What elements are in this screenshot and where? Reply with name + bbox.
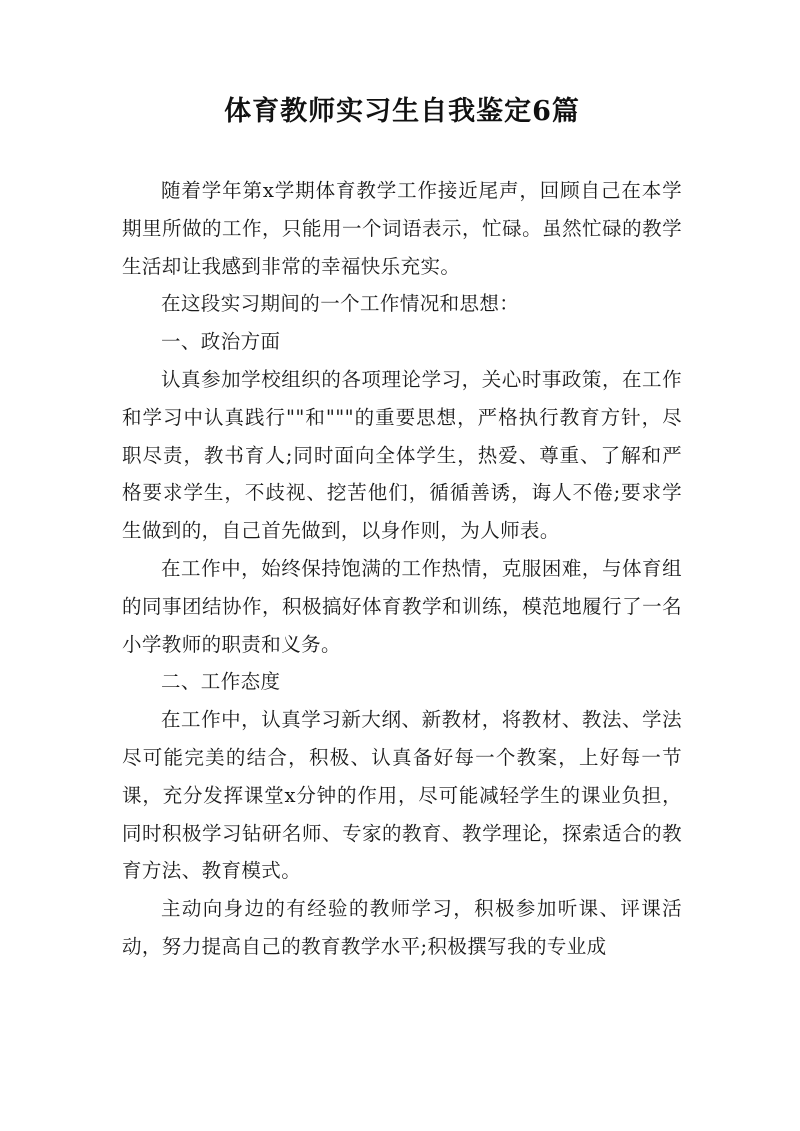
section-heading: 一、政治方面 — [161, 330, 281, 354]
paragraph: 主动向身边的有经验的教师学习，积极参加听课、评课活动，努力提高自己的教育教学水平;积极撰写我的专业成 — [122, 897, 682, 958]
document-title: 体育教师实习生自我鉴定6篇 — [224, 96, 580, 127]
paragraph: 在工作中，始终保持饱满的工作热情，克服困难，与体育组的同事团结协作，积极搞好体育教学和训练，模范地履行了一名小学教师的职责和义务。 — [122, 556, 682, 656]
paragraph: 在工作中，认真学习新大纲、新教材，将教材、教法、学法尽可能完美的结合，积极、认真备好每一个教案，上好每一节课，充分发挥课堂x分钟的作用，尽可能减轻学生的课业负担，同时积极学习钻研名师、专家的教育、教学理论，探索适合的教育方法、教育模式。 — [122, 708, 682, 883]
paragraph: 在这段实习期间的一个工作情况和思想： — [161, 292, 520, 316]
document-body — [122, 172, 682, 966]
section-heading: 二、工作态度 — [161, 670, 281, 694]
paragraph: 随着学年第x学期体育教学工作接近尾声，回顾自己在本学期里所做的工作，只能用一个词语表示，忙碌。虽然忙碌的教学生活却让我感到非常的幸福快乐充实。 — [122, 179, 682, 278]
paragraph: 认真参加学校组织的各项理论学习，关心时事政策，在工作和学习中认真践行""和"""的重要思想，严格执行教育方针，尽职尽责，教书育人;同时面向全体学生，热爱、尊重、了解和严格要求学生，不歧视、挖苦他们，循循善诱，诲人不倦;要求学生做到的，自己首先做到，以身作则，为人师表。 — [122, 367, 682, 543]
